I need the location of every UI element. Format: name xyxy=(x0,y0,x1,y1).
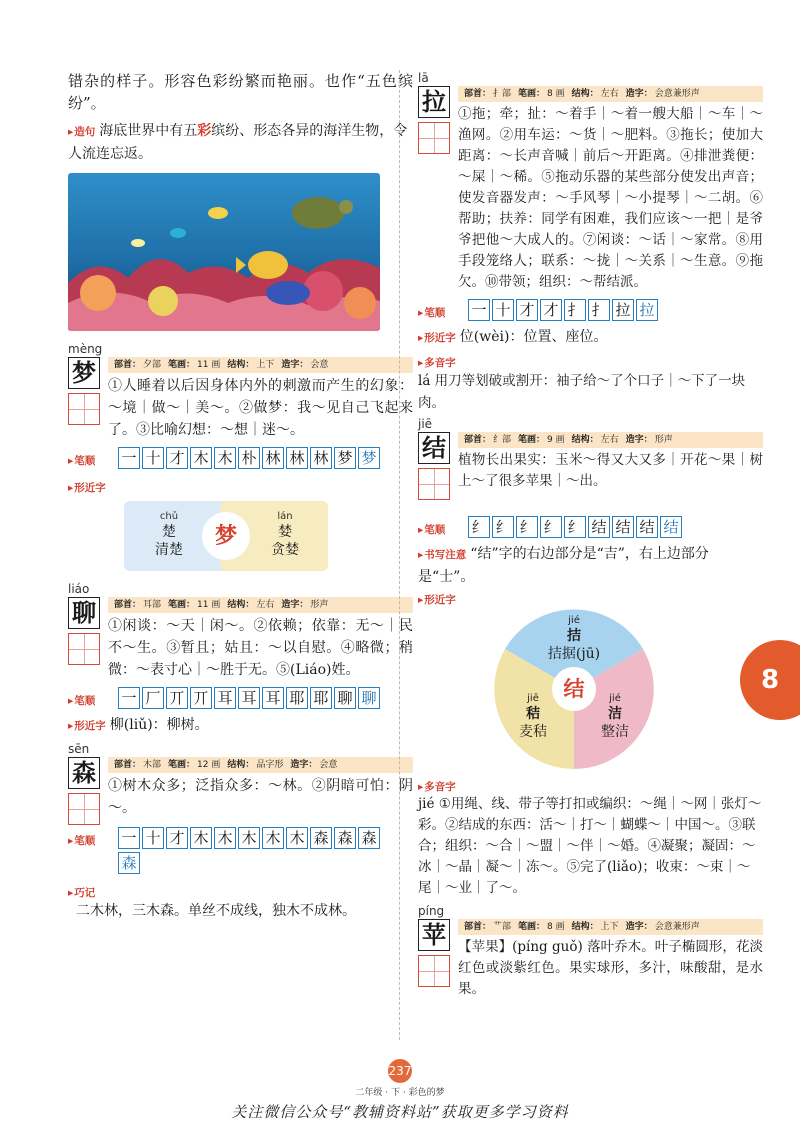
pie-center: 结 xyxy=(563,676,585,701)
right-column xyxy=(418,70,763,1000)
entry-pinyin: píng xyxy=(418,904,445,918)
stroke-step: 森 xyxy=(334,827,356,849)
stroke-step: 林 xyxy=(286,447,308,469)
stroke-order-la: ▸ 笔顺 一 十 才 才 扌 扌 拉 拉 xyxy=(418,299,763,324)
poly-text-jie: jié ①用绳、线、带子等打扣或编织：～绳｜～网｜张灯～彩。②结成的东西：活～｜打～｜蝴蝶～｜中国～。③联合；组织：～合｜～盟｜～伴｜～婚。④凝聚；凝固：～冰｜～晶｜凝～｜冻～。⑤完了(liǎo)；收束：～束｜～尾｜～业｜了～。 xyxy=(418,796,762,896)
poly-label-la: ▸ 多音字 xyxy=(418,351,763,370)
stroke-step: 耳 xyxy=(238,687,260,709)
entry-info-bar: 部首： 夕部 笔画： 11 画 结构： 上下 造字： 会意 xyxy=(108,357,413,373)
stroke-step: 厂 xyxy=(142,687,164,709)
entry-pinyin: jiē xyxy=(418,417,433,431)
stroke-step: 聊 xyxy=(358,687,380,709)
stroke-step: 木 xyxy=(238,827,260,849)
writing-grid xyxy=(68,793,100,825)
stroke-step: 十 xyxy=(142,827,164,849)
stroke-step: 耶 xyxy=(310,687,332,709)
pie-right: jié 洁 整洁 xyxy=(601,693,629,740)
entry-info-bar: 部首： 艹部 笔画： 8 画 结构： 上下 造字： 会意兼形声 xyxy=(458,919,763,935)
poly-text-la: lá 用刀等划破或割开：袖子给～了个口子｜～下了一块肉。 xyxy=(418,373,746,411)
stroke-step: 木 xyxy=(262,827,284,849)
entry-definition: ①拖；牵；扯：～着手｜～着一艘大船｜～车｜～渔网。②用车运：～货｜～肥料。③拖长；使加大距离：～长声音喊｜前后～开距离。④排泄粪便：～屎｜～稀。⑤拖动乐器的某些部分使发出声音；使发音器发声：～手风琴｜～小提琴｜～二胡。⑥帮助；扶养：同学有困难，我们应该～一把｜是爷爷把他～大成人的。⑦闲谈：～话｜～家常。⑧用手段笼络人；联系：～拢｜～关系｜～生意。⑨拖欠。⑩带领；组织：～帮结派。 xyxy=(458,106,763,290)
stroke-step: 林 xyxy=(310,447,332,469)
entry-char: 森 xyxy=(68,757,100,789)
stroke-step: 纟 xyxy=(516,516,538,538)
entry-definition: 植物长出果实：玉米～得又大又多｜开花～果｜树上～了很多苹果｜～出。 xyxy=(458,452,763,489)
entry-char: 聊 xyxy=(68,597,100,629)
entry-pinyin: lā xyxy=(418,71,429,85)
writing-grid xyxy=(68,633,100,665)
left-column xyxy=(68,70,413,922)
similar-label-jie: ▸ 形近字 xyxy=(418,588,763,607)
stroke-order-meng: ▸ 笔顺 一 十 才 木 木 朴 林 林 林 梦 梦 xyxy=(68,447,413,472)
stroke-step: 拉 xyxy=(636,299,658,321)
stroke-step: 耶 xyxy=(286,687,308,709)
coral-reef-photo xyxy=(68,173,413,331)
write-note-jie: ▸ 书写注意 “结”字的右边部分是“吉”，右上边部分是“士”。 xyxy=(418,543,763,588)
stroke-step: 纟 xyxy=(492,516,514,538)
stroke-step: 梦 xyxy=(334,447,356,469)
similar-la: ▸ 形近字 位(wèi)：位置、座位。 xyxy=(418,326,763,349)
entry-meng xyxy=(68,341,413,441)
stroke-step: 一 xyxy=(118,687,140,709)
stroke-step: 森 xyxy=(358,827,380,849)
stroke-step: 纟 xyxy=(540,516,562,538)
entry-info-bar: 部首： 耳部 笔画： 11 画 结构： 左右 造字： 形声 xyxy=(108,597,413,613)
stroke-step: 才 xyxy=(516,299,538,321)
stroke-step: 纟 xyxy=(468,516,490,538)
tip-label: ▸ 巧记 xyxy=(68,881,413,900)
stroke-step: 梦 xyxy=(358,447,380,469)
stroke-step: 木 xyxy=(214,447,236,469)
entry-info-bar: 部首： 扌部 笔画： 8 画 结构： 左右 造字： 会意兼形声 xyxy=(458,86,763,102)
stroke-step: 木 xyxy=(190,827,212,849)
stroke-step: 耳 xyxy=(262,687,284,709)
stroke-step: 木 xyxy=(190,447,212,469)
stroke-step: 扌 xyxy=(588,299,610,321)
similar-center: 梦 xyxy=(202,512,250,560)
stroke-step: 一 xyxy=(118,447,140,469)
stroke-step: 结 xyxy=(636,516,658,538)
stroke-step: 结 xyxy=(660,516,682,538)
entry-definition: ①树木众多；泛指众多：～林。②阴暗可怕：阴～。 xyxy=(108,778,413,816)
footer-promo: 关注微信公众号“教辅资料站”获取更多学习资料 xyxy=(231,1103,569,1121)
example-label: ▸ 造句 xyxy=(68,121,95,143)
stroke-step: 一 xyxy=(118,827,140,849)
stroke-step: 才 xyxy=(166,447,188,469)
entry-pinyin: mèng xyxy=(68,342,103,356)
entry-jie xyxy=(418,416,763,516)
stroke-step: 林 xyxy=(262,447,284,469)
stroke-step: 森 xyxy=(310,827,332,849)
stroke-order-jie: ▸ 笔顺 纟 纟 纟 纟 纟 结 结 结 结 xyxy=(418,516,763,541)
stroke-step: 纟 xyxy=(564,516,586,538)
footer-subtitle: 二年级 · 下 · 彩色的梦 xyxy=(355,1088,445,1098)
stroke-step: 一 xyxy=(468,299,490,321)
entry-pinyin: sēn xyxy=(68,742,90,756)
writing-grid xyxy=(418,468,450,500)
entry-definition: ①人睡着以后因身体内外的刺激而产生的幻象：～境｜做～｜美～。②做梦：我～见自己飞起来了。③比喻幻想：～想｜迷～。 xyxy=(108,378,413,438)
similar-label-meng: ▸ 形近字 xyxy=(68,476,413,495)
entry-char: 结 xyxy=(418,432,450,464)
stroke-step: 木 xyxy=(286,827,308,849)
highlight-char: 彩 xyxy=(197,123,212,139)
stroke-step: 结 xyxy=(612,516,634,538)
entry-definition: ①闲谈：～天｜闲～。②依赖；依靠：无～｜民不～生。③暂且；姑且：～以自慰。④略微；稍微：～表寸心｜～胜于无。⑤(Liáo)姓。 xyxy=(108,618,413,678)
similar-left: chǔ 楚 清楚 xyxy=(155,511,183,558)
entry-sen xyxy=(68,741,413,827)
similar-liao: ▸ 形近字 柳(liǔ)：柳树。 xyxy=(68,714,413,737)
entry-char: 拉 xyxy=(418,86,450,118)
stroke-step: 拉 xyxy=(612,299,634,321)
tip-text: 二木林，三木森。单丝不成线，独木不成林。 xyxy=(76,903,356,919)
stroke-step: 森 xyxy=(118,852,140,874)
poly-label-jie: ▸ 多音字 xyxy=(418,775,763,794)
entry-char: 梦 xyxy=(68,357,100,389)
stroke-step: 耳 xyxy=(214,687,236,709)
entry-info-bar: 部首： 木部 笔画： 12 画 结构： 品字形 造字： 会意 xyxy=(108,757,413,773)
stroke-order-sen: ▸ 笔顺 一 十 才 木 木 木 木 木 森 森 森 森 xyxy=(68,827,413,877)
entry-pinyin: liáo xyxy=(68,582,90,596)
stroke-step: 丌 xyxy=(166,687,188,709)
column-divider xyxy=(399,70,400,1040)
intro-text: 错杂的样子。形容色彩纷繁而艳丽。也作“五色缤纷”。 xyxy=(68,72,413,112)
entry-la xyxy=(418,70,763,293)
stroke-step: 才 xyxy=(540,299,562,321)
stroke-step: 十 xyxy=(142,447,164,469)
example-sentence: ▸ 造句 海底世界中有五彩缤纷、形态各异的海洋生物，令人流连忘返。 xyxy=(68,120,413,165)
stroke-step: 十 xyxy=(492,299,514,321)
page-number: 237 xyxy=(0,1059,800,1083)
entry-definition: 【苹果】(píng guǒ) 落叶乔木。叶子椭圆形，花淡红色或淡紫红色。果实球形，多汁，味酸甜，是水果。 xyxy=(458,939,763,997)
writing-grid xyxy=(418,122,450,154)
stroke-step: 木 xyxy=(214,827,236,849)
stroke-step: 聊 xyxy=(334,687,356,709)
writing-grid xyxy=(418,955,450,987)
stroke-step: 朴 xyxy=(238,447,260,469)
similar-chars-pie xyxy=(494,609,654,769)
entry-char: 苹 xyxy=(418,919,450,951)
entry-liao xyxy=(68,581,413,681)
pie-top: jié 拮 拮据(jū) xyxy=(547,615,601,662)
similar-right: lán 婪 贪婪 xyxy=(271,511,299,558)
entry-ping xyxy=(418,903,763,1000)
stroke-step: 结 xyxy=(588,516,610,538)
entry-info-bar: 部首： 纟部 笔画： 9 画 结构： 左右 造字： 形声 xyxy=(458,432,763,448)
chapter-tab[interactable]: 8 xyxy=(740,640,800,720)
similar-chars-card xyxy=(124,501,328,571)
pie-left: jiē 秸 麦秸 xyxy=(519,693,547,740)
writing-grid xyxy=(68,393,100,425)
stroke-step: 丌 xyxy=(190,687,212,709)
stroke-step: 才 xyxy=(166,827,188,849)
stroke-order-liao: ▸ 笔顺 一 厂 丌 丌 耳 耳 耳 耶 耶 聊 聊 xyxy=(68,687,413,712)
stroke-step: 扌 xyxy=(564,299,586,321)
